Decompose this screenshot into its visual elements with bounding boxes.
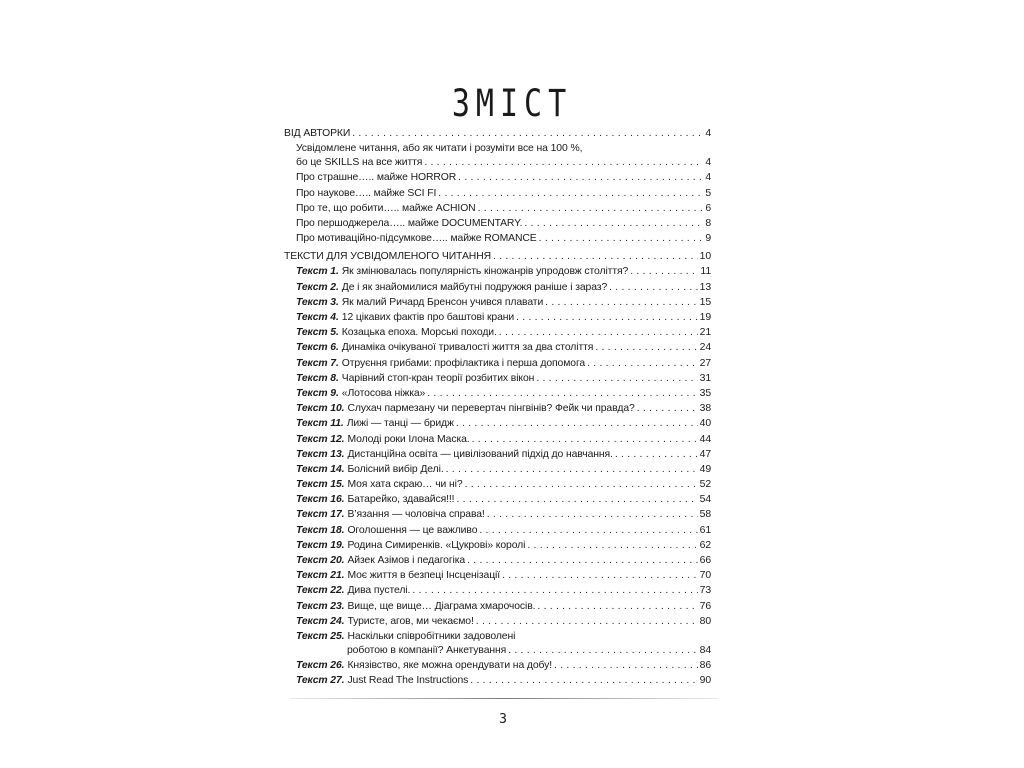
toc-page-number: 21 <box>699 327 711 339</box>
toc-text-number: Текст 19. <box>296 539 345 551</box>
toc-text-entry <box>284 492 711 507</box>
toc-text-label <box>296 568 500 583</box>
toc-text-entry <box>284 447 711 462</box>
dot-leader <box>467 556 698 568</box>
toc-text-title-cont: роботою в компанії? Анкетування <box>347 644 507 656</box>
toc-text-entry <box>284 416 711 431</box>
toc-entry <box>284 170 711 185</box>
toc-text-title: Батарейко, здавайся!!! <box>347 494 455 506</box>
toc-entry-title: Про те, що робити….. майже ACHION <box>296 202 476 214</box>
dot-leader <box>637 404 698 416</box>
toc-entry-title: Про наукове….. майже SCI FI <box>296 187 437 199</box>
toc-text-number: Текст 14. <box>296 463 345 475</box>
toc-entry-title: Усвідомлене читання, або як читати і розуміти все на 100 %, <box>296 143 583 155</box>
toc-page-number: 10 <box>699 251 711 263</box>
dot-leader <box>412 587 697 599</box>
toc-text-title: Де і як знайомилися майбутні подружжя раніше і зараз? <box>341 281 608 293</box>
toc-text-entry <box>284 568 711 583</box>
toc-page-number: 27 <box>699 357 711 369</box>
page-title: ЗМІСТ <box>451 82 573 126</box>
toc-text-label <box>296 673 468 688</box>
toc-page-number: 73 <box>699 585 711 597</box>
toc-text-entry <box>284 356 711 371</box>
toc-text-number: Текст 15. <box>296 479 345 491</box>
toc-text-label <box>296 264 628 279</box>
toc-section-title: ВІД АВТОРКИ <box>284 127 351 139</box>
toc-text-title: Вище, ще вище… Діаграма хмарочосів. <box>347 600 536 612</box>
page-number: 3 <box>499 712 507 727</box>
toc-text-title: 12 цікавих фактів про баштові крани <box>341 312 515 324</box>
toc-text-label <box>296 295 543 310</box>
toc-text-label <box>296 371 534 386</box>
toc-entry-line <box>296 155 711 170</box>
toc-text-label <box>296 416 454 431</box>
toc-page-number: 5 <box>705 187 711 199</box>
dot-leader <box>554 661 698 673</box>
dot-leader <box>537 602 697 614</box>
toc-text-label <box>296 386 425 401</box>
dot-leader <box>587 359 698 371</box>
toc-text-title: Отруєння грибами: профілактика і перша допомога <box>341 357 586 369</box>
dot-leader <box>527 541 697 553</box>
table-of-contents <box>284 126 711 689</box>
toc-text-number: Текст 12. <box>296 433 345 445</box>
toc-page-number: 90 <box>699 675 711 687</box>
dot-leader <box>470 677 697 689</box>
toc-text-label <box>296 280 607 295</box>
toc-page-number: 40 <box>699 418 711 430</box>
toc-text-title: Як малий Ричард Бренсон учився плавати <box>341 296 544 308</box>
toc-text-number: Текст 3. <box>296 296 339 308</box>
toc-text-title: Моя хата скраю… чи ні? <box>347 479 463 491</box>
toc-text-number: Текст 23. <box>296 600 345 612</box>
toc-page-number: 19 <box>699 312 711 324</box>
toc-text-title: Болісний вибір Делі. <box>347 463 444 475</box>
toc-text-number: Текст 4. <box>296 312 339 324</box>
toc-text-entry <box>284 432 711 447</box>
toc-text-entry <box>284 614 711 629</box>
toc-text-number: Текст 27. <box>296 675 345 687</box>
toc-text-number: Текст 13. <box>296 448 345 460</box>
toc-entry-line <box>296 629 711 643</box>
dot-leader <box>630 268 698 280</box>
toc-text-number: Текст 5. <box>296 327 339 339</box>
toc-text-entry <box>284 310 711 325</box>
toc-text-number: Текст 25. <box>296 631 345 642</box>
toc-text-entry <box>284 508 711 523</box>
toc-text-title: «Лотосова ніжка» <box>341 387 426 399</box>
toc-entry <box>284 201 711 216</box>
toc-text-number: Текст 1. <box>296 266 339 278</box>
toc-text-number: Текст 7. <box>296 357 339 369</box>
toc-text-number: Текст 26. <box>296 660 345 672</box>
toc-text-entry <box>284 629 711 658</box>
dot-leader <box>458 174 703 186</box>
dot-leader <box>446 465 698 477</box>
dot-leader <box>524 219 703 231</box>
toc-text-entry <box>284 325 711 340</box>
toc-page-number: 31 <box>699 372 711 384</box>
toc-page-number: 4 <box>705 172 711 184</box>
toc-text-number: Текст 16. <box>296 494 345 506</box>
toc-page-number: 54 <box>699 494 711 506</box>
dot-leader <box>424 158 703 170</box>
dot-leader <box>516 313 698 325</box>
toc-entry <box>284 216 711 231</box>
toc-text-entry <box>284 523 711 538</box>
toc-section <box>284 249 711 264</box>
toc-text-number: Текст 20. <box>296 555 345 567</box>
dot-leader <box>595 344 697 356</box>
toc-entry <box>284 186 711 201</box>
toc-page-number: 52 <box>699 479 711 491</box>
toc-text-label <box>296 599 535 614</box>
toc-text-number: Текст 10. <box>296 403 345 415</box>
toc-page-number: 4 <box>705 157 711 169</box>
toc-page-number: 62 <box>699 539 711 551</box>
toc-page-number: 9 <box>705 233 711 245</box>
toc-text-label <box>296 356 585 371</box>
toc-text-label <box>296 492 454 507</box>
toc-page-number: 84 <box>699 644 711 656</box>
dot-leader <box>479 526 697 538</box>
toc-text-title: Родина Симиренків. «Цукрові» королі <box>347 539 526 551</box>
dot-leader <box>502 571 698 583</box>
toc-text-title: Туристе, агов, ми чекаємо! <box>347 615 474 627</box>
dot-leader <box>427 389 697 401</box>
dot-leader <box>476 617 698 629</box>
toc-text-entry <box>284 295 711 310</box>
toc-entry-title-cont: бо це SKILLS на все життя <box>296 157 423 169</box>
toc-page-number: 80 <box>699 615 711 627</box>
dot-leader <box>615 450 698 462</box>
toc-entry <box>284 231 711 246</box>
toc-text-label <box>296 310 514 325</box>
toc-text-title: Чарівний стоп-кран теорії розбитих вікон <box>341 372 535 384</box>
toc-text-title: Оголошення — це важливо <box>347 524 478 536</box>
toc-text-label <box>296 462 444 477</box>
toc-text-number: Текст 21. <box>296 570 345 582</box>
toc-text-number: Текст 9. <box>296 387 339 399</box>
toc-text-number: Текст 18. <box>296 524 345 536</box>
toc-entry-title: Про першоджерела….. майже DOCUMENTARY. <box>296 217 523 229</box>
dot-leader <box>472 435 698 447</box>
dot-leader <box>352 129 703 141</box>
toc-text-title: Дистанційна освіта — цивілізований підхід до навчання. <box>347 448 613 460</box>
toc-text-title: В’язання — чоловіча справа! <box>347 509 485 521</box>
toc-page-number: 24 <box>699 342 711 354</box>
toc-text-title: Айзек Азімов і педагогіка <box>347 555 466 567</box>
toc-page-number: 8 <box>705 217 711 229</box>
dot-leader <box>456 496 697 508</box>
dot-leader <box>456 420 698 432</box>
dot-leader <box>465 480 698 492</box>
toc-text-entry <box>284 553 711 568</box>
toc-text-number: Текст 6. <box>296 342 339 354</box>
toc-text-entry <box>284 280 711 295</box>
toc-entry <box>284 141 711 170</box>
toc-page-number: 61 <box>699 524 711 536</box>
dot-leader <box>609 283 698 295</box>
toc-text-entry <box>284 599 711 614</box>
toc-text-number: Текст 8. <box>296 372 339 384</box>
toc-entry-line <box>296 141 711 155</box>
toc-text-entry <box>284 538 711 553</box>
dot-leader <box>493 253 698 265</box>
toc-text-entry <box>284 265 711 280</box>
toc-text-title: Князівство, яке можна орендувати на добу! <box>347 660 553 672</box>
toc-page-number: 58 <box>699 509 711 521</box>
toc-text-entry <box>284 340 711 355</box>
toc-text-entry <box>284 371 711 386</box>
toc-text-label <box>296 553 465 568</box>
toc-text-entry <box>284 477 711 492</box>
toc-text-label <box>296 523 477 538</box>
toc-text-number: Текст 11. <box>296 418 344 430</box>
toc-text-title: Молоді роки Ілона Маска. <box>347 433 470 445</box>
toc-page-number: 86 <box>699 660 711 672</box>
toc-text-label <box>296 507 485 522</box>
toc-text-label <box>296 325 497 340</box>
toc-text-label <box>296 477 463 492</box>
dot-leader <box>499 328 698 340</box>
toc-text-label <box>296 447 613 462</box>
toc-text-entry <box>284 658 711 673</box>
toc-page-number: 70 <box>699 570 711 582</box>
toc-page-number: 6 <box>705 202 711 214</box>
dot-leader <box>536 374 697 386</box>
toc-text-title: Динаміка очікуваної тривалості життя за два століття <box>341 342 594 354</box>
dot-leader <box>545 298 697 310</box>
toc-page-number: 49 <box>699 463 711 475</box>
toc-text-title: Just Read The Instructions <box>347 675 469 687</box>
toc-entry-line <box>296 643 711 658</box>
toc-page-number: 13 <box>699 281 711 293</box>
toc-text-label <box>296 658 552 673</box>
toc-text-title: Дива пустелі. <box>347 585 411 597</box>
toc-page-number: 4 <box>705 127 711 139</box>
toc-page-number: 66 <box>699 555 711 567</box>
toc-text-title: Лижі — танці — бридж <box>346 418 454 430</box>
toc-page-number: 15 <box>699 296 711 308</box>
toc-text-title: Наскільки співробітники задоволені <box>347 631 516 642</box>
toc-text-label <box>296 432 470 447</box>
toc-page-number: 35 <box>699 387 711 399</box>
toc-page-number: 38 <box>699 403 711 415</box>
dot-leader <box>438 189 703 201</box>
toc-text-label <box>296 614 474 629</box>
toc-page-number: 44 <box>699 433 711 445</box>
bottom-divider <box>290 698 718 699</box>
toc-text-label <box>296 340 593 355</box>
toc-page-number: 76 <box>699 600 711 612</box>
toc-text-label <box>296 401 635 416</box>
toc-text-entry <box>284 673 711 688</box>
toc-page-number: 11 <box>700 266 711 278</box>
toc-text-title: Як змінювалась популярність кіножанрів упродовж століття? <box>341 266 629 278</box>
toc-text-entry <box>284 583 711 598</box>
toc-text-title: Слухач пармезану чи перевертач пінгвінів? Фейк чи правда? <box>347 403 635 415</box>
toc-entry-title: Про страшне….. майже HORROR <box>296 172 457 184</box>
toc-text-entry <box>284 386 711 401</box>
toc-page-number: 47 <box>699 448 711 460</box>
toc-text-number: Текст 22. <box>296 585 345 597</box>
toc-text-label <box>296 538 525 553</box>
dot-leader <box>539 234 704 246</box>
toc-text-entry <box>284 462 711 477</box>
toc-text-title: Моє життя в безпеці Інсценізації <box>347 570 501 582</box>
toc-section-title: ТЕКСТИ ДЛЯ УСВІДОМЛЕНОГО ЧИТАННЯ <box>284 251 492 263</box>
toc-text-number: Текст 24. <box>296 615 345 627</box>
toc-text-label <box>296 583 410 598</box>
toc-text-entry <box>284 401 711 416</box>
toc-text-number: Текст 2. <box>296 281 339 293</box>
toc-section <box>284 126 711 141</box>
toc-entry-title: Про мотиваційно-підсумкове….. майже ROMANCE <box>296 233 537 245</box>
dot-leader <box>508 646 697 658</box>
dot-leader <box>478 204 704 216</box>
dot-leader <box>487 511 698 523</box>
toc-text-title: Козацька епоха. Морські походи. <box>341 327 497 339</box>
toc-text-number: Текст 17. <box>296 509 345 521</box>
